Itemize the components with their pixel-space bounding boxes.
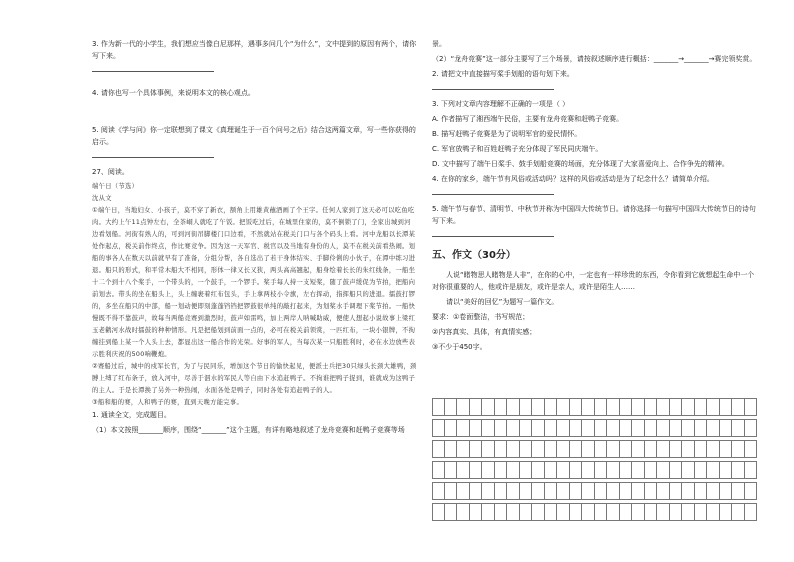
grid-cell[interactable] (457, 398, 470, 416)
grid-cell[interactable] (720, 419, 733, 437)
grid-cell[interactable] (457, 419, 470, 437)
grid-cell[interactable] (457, 461, 470, 479)
question-4: 4. 请你也写一个具体事例，来说明本文的核心观点。 (92, 89, 255, 97)
grid-cell[interactable] (607, 461, 620, 479)
composition-prompt: 人说“睹物思人睹物是人非”，在你的心中，一定也有一样珍贵的东西，令你看到它就想起生命中一个对你很重要的人，他或许是朋友，或许是亲人，或许是陌生人…… (432, 271, 755, 291)
grid-cell[interactable] (657, 482, 670, 500)
grid-cell[interactable] (457, 503, 470, 521)
grid-cell[interactable] (695, 461, 708, 479)
grid-cell[interactable] (732, 482, 745, 500)
answer-line[interactable] (92, 65, 214, 72)
grid-cell[interactable] (570, 419, 583, 437)
grid-cell[interactable] (595, 440, 608, 458)
requirement-1: 要求：①卷面整洁，书写规范； (432, 313, 530, 321)
grid-cell[interactable] (520, 440, 533, 458)
grid-cell[interactable] (607, 482, 620, 500)
grid-cell[interactable] (557, 440, 570, 458)
grid-cell[interactable] (470, 398, 483, 416)
grid-cell[interactable] (745, 461, 758, 479)
grid-row (432, 461, 758, 479)
grid-cell[interactable] (432, 419, 445, 437)
grid-cell[interactable] (720, 398, 733, 416)
grid-cell[interactable] (532, 440, 545, 458)
grid-cell[interactable] (570, 398, 583, 416)
right-column (432, 38, 759, 356)
answer-line[interactable] (432, 83, 554, 90)
answer-line[interactable] (432, 230, 554, 237)
grid-cell[interactable] (657, 440, 670, 458)
grid-cell[interactable] (670, 482, 683, 500)
grid-cell[interactable] (682, 482, 695, 500)
grid-cell[interactable] (520, 419, 533, 437)
grid-cell[interactable] (470, 440, 483, 458)
grid-cell[interactable] (695, 503, 708, 521)
grid-cell[interactable] (557, 398, 570, 416)
grid-cell[interactable] (682, 398, 695, 416)
grid-cell[interactable] (620, 398, 633, 416)
grid-cell[interactable] (495, 461, 508, 479)
grid-cell[interactable] (432, 482, 445, 500)
grid-cell[interactable] (595, 482, 608, 500)
grid-cell[interactable] (707, 440, 720, 458)
grid-cell[interactable] (645, 503, 658, 521)
answer-line[interactable] (92, 151, 214, 158)
grid-cell[interactable] (645, 440, 658, 458)
grid-cell[interactable] (507, 503, 520, 521)
grid-cell[interactable] (495, 398, 508, 416)
grid-cell[interactable] (632, 419, 645, 437)
grid-cell[interactable] (670, 461, 683, 479)
grid-cell[interactable] (532, 482, 545, 500)
grid-cell[interactable] (557, 503, 570, 521)
grid-row (432, 398, 758, 416)
grid-cell[interactable] (695, 440, 708, 458)
grid-cell[interactable] (470, 419, 483, 437)
grid-cell[interactable] (632, 503, 645, 521)
grid-cell[interactable] (482, 461, 495, 479)
grid-cell[interactable] (582, 440, 595, 458)
question-1: 1. 通读全文，完成题目。 (92, 411, 171, 419)
left-column (92, 38, 417, 439)
grid-cell[interactable] (745, 440, 758, 458)
question-27: 27、阅读。 (92, 168, 129, 176)
grid-cell[interactable] (745, 398, 758, 416)
grid-cell[interactable] (607, 419, 620, 437)
grid-cell[interactable] (520, 482, 533, 500)
grid-row (432, 440, 758, 458)
grid-cell[interactable] (582, 461, 595, 479)
grid-cell[interactable] (570, 503, 583, 521)
grid-cell[interactable] (495, 482, 508, 500)
grid-cell[interactable] (545, 419, 558, 437)
question-3: 3. 作为新一代的小学生，我们想应当像白尼那样，遇事多问几个“为什么”，文中提到的原因有两个，请你写下来。 (92, 40, 417, 60)
grid-cell[interactable] (520, 461, 533, 479)
grid-cell[interactable] (532, 398, 545, 416)
grid-cell[interactable] (445, 461, 458, 479)
grid-cell[interactable] (682, 461, 695, 479)
grid-cell[interactable] (582, 398, 595, 416)
question-1-1-cont: 景。 (432, 40, 446, 48)
question-3-choice: 3. 下列对文章内容理解不正确的一项是（ ） (432, 100, 570, 108)
grid-cell[interactable] (570, 482, 583, 500)
grid-cell[interactable] (732, 419, 745, 437)
grid-cell[interactable] (620, 482, 633, 500)
grid-cell[interactable] (557, 482, 570, 500)
grid-cell[interactable] (695, 482, 708, 500)
grid-cell[interactable] (607, 440, 620, 458)
question-5: 5. 阅读《学与问》你一定联想到了课文《真理诞生于一百个问号之后》结合这两篇文章，写一些你获得的启示。 (92, 126, 416, 146)
grid-row (432, 503, 758, 521)
grid-cell[interactable] (495, 440, 508, 458)
grid-cell[interactable] (532, 503, 545, 521)
grid-cell[interactable] (732, 503, 745, 521)
question-2: 2. 请把文中直接描写桨手划船的语句划下来。 (432, 70, 574, 78)
grid-cell[interactable] (545, 503, 558, 521)
grid-cell[interactable] (482, 440, 495, 458)
grid-row (432, 482, 758, 500)
grid-cell[interactable] (557, 461, 570, 479)
grid-cell[interactable] (645, 461, 658, 479)
grid-cell[interactable] (520, 398, 533, 416)
grid-cell[interactable] (570, 440, 583, 458)
grid-cell[interactable] (657, 503, 670, 521)
grid-cell[interactable] (507, 440, 520, 458)
grid-cell[interactable] (432, 461, 445, 479)
grid-cell[interactable] (495, 419, 508, 437)
grid-cell[interactable] (670, 503, 683, 521)
grid-cell[interactable] (445, 419, 458, 437)
option-a[interactable]: A. 作者描写了湘西端午民俗，主要有龙舟竞赛和赶鸭子竞赛。 (432, 115, 624, 123)
option-b[interactable]: B. 描写赶鸭子竞赛是为了说明军官的爱民情怀。 (432, 130, 582, 138)
grid-cell[interactable] (507, 461, 520, 479)
grid-cell[interactable] (632, 461, 645, 479)
grid-cell[interactable] (695, 398, 708, 416)
grid-cell[interactable] (645, 419, 658, 437)
question-4-right: 4. 在你的家乡，端午节有风俗或活动吗？这样的风俗或活动是为了纪念什么？请简单介绍。 (432, 175, 714, 183)
grid-cell[interactable] (632, 398, 645, 416)
grid-cell[interactable] (745, 503, 758, 521)
question-1-2: （2）“龙舟竞赛”这一部分主要写了三个场景，请按叙述顺序进行概括：_______→_______→赛完领奖赏。 (432, 55, 757, 63)
grid-cell[interactable] (445, 440, 458, 458)
grid-cell[interactable] (445, 503, 458, 521)
grid-cell[interactable] (645, 482, 658, 500)
grid-cell[interactable] (732, 398, 745, 416)
grid-cell[interactable] (620, 440, 633, 458)
grid-cell[interactable] (632, 440, 645, 458)
grid-cell[interactable] (432, 440, 445, 458)
grid-cell[interactable] (432, 398, 445, 416)
composition-title-instruction: 请以“美好的回忆”为题写一篇作文。 (446, 298, 559, 306)
grid-cell[interactable] (470, 503, 483, 521)
grid-cell[interactable] (470, 482, 483, 500)
grid-cell[interactable] (720, 440, 733, 458)
grid-cell[interactable] (682, 440, 695, 458)
grid-cell[interactable] (445, 398, 458, 416)
grid-cell[interactable] (732, 461, 745, 479)
grid-cell[interactable] (432, 503, 445, 521)
grid-cell[interactable] (707, 482, 720, 500)
passage-paragraph-3: ③船和船的赛，人和鸭子的赛，直到天晚方能完事。 (92, 399, 244, 406)
grid-cell[interactable] (695, 419, 708, 437)
grid-cell[interactable] (582, 419, 595, 437)
grid-cell[interactable] (570, 461, 583, 479)
grid-cell[interactable] (507, 398, 520, 416)
grid-cell[interactable] (520, 503, 533, 521)
grid-cell[interactable] (720, 461, 733, 479)
grid-cell[interactable] (682, 503, 695, 521)
grid-cell[interactable] (482, 419, 495, 437)
grid-cell[interactable] (545, 398, 558, 416)
grid-cell[interactable] (707, 461, 720, 479)
grid-cell[interactable] (507, 482, 520, 500)
grid-cell[interactable] (582, 482, 595, 500)
passage-paragraph-2: ②赛船过后，城中的戍军长官，为了与民同乐，增加这个节日的愉快起见，便派士兵把30只绿头长颈大雄鸭，颈膊上缚了红布条子，放入河中，尽善于泅水的军民人等自由下水追赶鸭子。不拘谁把鸭子捉到，谁就成为这鸭子的主人。于是长潭换了另外一种热闹，水面各处是鸭子，同时各处有追赶鸭子的人。 (92, 363, 417, 394)
grid-cell[interactable] (495, 503, 508, 521)
grid-cell[interactable] (620, 419, 633, 437)
grid-cell[interactable] (482, 482, 495, 500)
writing-grid[interactable] (432, 398, 758, 524)
question-1-1: （1）本文按照_______顺序，围绕“_______”这个主题，有详有略地叙述了龙舟竞赛和赶鸭子竞赛等场 (92, 426, 405, 434)
grid-cell[interactable] (470, 461, 483, 479)
option-c[interactable]: C. 军官放鸭子和百姓赶鸭子充分体现了军民同庆端午。 (432, 145, 603, 153)
grid-cell[interactable] (645, 398, 658, 416)
answer-line[interactable] (432, 188, 554, 195)
grid-cell[interactable] (620, 461, 633, 479)
grid-cell[interactable] (532, 461, 545, 479)
grid-cell[interactable] (507, 419, 520, 437)
requirement-2: ②内容真实、具体，有真情实感； (432, 328, 537, 336)
grid-cell[interactable] (607, 503, 620, 521)
question-5-right: 5. 端午节与春节、清明节、中秋节并称为中国四大传统节日。请你选择一句描写中国四大传统节日的诗句写下来。 (432, 205, 756, 225)
grid-cell[interactable] (482, 398, 495, 416)
grid-cell[interactable] (607, 398, 620, 416)
grid-cell[interactable] (745, 419, 758, 437)
grid-cell[interactable] (670, 440, 683, 458)
grid-cell[interactable] (557, 419, 570, 437)
grid-cell[interactable] (707, 419, 720, 437)
requirement-3: ③不少于450字。 (432, 343, 487, 351)
grid-cell[interactable] (745, 482, 758, 500)
grid-cell[interactable] (595, 461, 608, 479)
grid-cell[interactable] (720, 482, 733, 500)
passage-paragraph-1: ①端午日，当地妇女、小孩子，莫不穿了新衣，额角上用雄黄蘸酒画了个王字。任何人家到了这天必可以吃鱼吃肉。大约上午11点钟左右，全茶峒人就吃了午饭。把饭吃过后，在城里住家的，莫不倒锁了门，全家出城到河边看划船。河街有熟人的，可到河街吊脚楼门口边看，不然就站在税关门口与各个码头上看。河中龙船以长潭某处作起点，税关前作终点，作比赛竞争。因为这一天军官、税官以及当地有身份的人，莫不在税关前看热闹。划船的事各人在数天以前就早有了准备，分组分帮，各自选出了若干身体结实、手脚伶俐的小伙子，在潭中练习进退。船只的形式，和平常木船大不相同，形体一律又长又狭，两头高高翘起，船身绘着长长的朱红线条，一船坐十二个到十八个桨手，一个带头的，一个鼓手，一个锣手。桨手每人持一支短桨，随了鼓声缓促为节拍，把船向前划去。带头的坐在船头上，头上缠裹着红布包头，手上拿两枝小令旗，左右挥动，指挥船只的进退。擂鼓打锣的，多坐在船只的中部，船一划动便即刻蓬蓬铛铛把锣鼓很单纯的敲打起来，为划桨水手调理下桨节拍。一船快慢既不得不靠鼓声，故每当两船竞赛到激烈时，鼓声如雷鸣，加上两岸人呐喊助威，便使人想起小说故事上梁红玉老鹳河水战时擂鼓的种种情形。凡是把船划到前面一点的，必可在税关前领赏，一匹红布，一块小银牌，不拘缠挂到船上某一个人头上去，都显出这一船合作的光荣。好事的军人，当每次某一只船胜利时，必在水边放些表示胜利庆祝的500响鞭炮。 (92, 207, 416, 358)
grid-cell[interactable] (707, 503, 720, 521)
grid-cell[interactable] (670, 398, 683, 416)
section-title-composition: 五、作文（30分） (432, 250, 516, 261)
grid-cell[interactable] (720, 503, 733, 521)
grid-cell[interactable] (582, 503, 595, 521)
grid-cell[interactable] (595, 503, 608, 521)
passage-author: 沈从文 (92, 195, 112, 202)
grid-cell[interactable] (732, 440, 745, 458)
grid-cell[interactable] (545, 461, 558, 479)
option-d[interactable]: D. 文中描写了端午日桨手、鼓手划船竞赛的场面，充分体现了大家喜爱向上、合作争先的精神。 (432, 160, 729, 168)
passage-title: 端午日（节选） (92, 183, 139, 190)
grid-cell[interactable] (532, 419, 545, 437)
grid-cell[interactable] (657, 461, 670, 479)
grid-cell[interactable] (682, 419, 695, 437)
grid-cell[interactable] (657, 419, 670, 437)
grid-cell[interactable] (670, 419, 683, 437)
grid-cell[interactable] (595, 419, 608, 437)
grid-cell[interactable] (457, 482, 470, 500)
grid-cell[interactable] (595, 398, 608, 416)
grid-cell[interactable] (707, 398, 720, 416)
grid-cell[interactable] (457, 440, 470, 458)
grid-cell[interactable] (657, 398, 670, 416)
grid-row (432, 419, 758, 437)
grid-cell[interactable] (545, 482, 558, 500)
grid-cell[interactable] (632, 482, 645, 500)
grid-cell[interactable] (620, 503, 633, 521)
grid-cell[interactable] (445, 482, 458, 500)
grid-cell[interactable] (482, 503, 495, 521)
grid-cell[interactable] (545, 440, 558, 458)
